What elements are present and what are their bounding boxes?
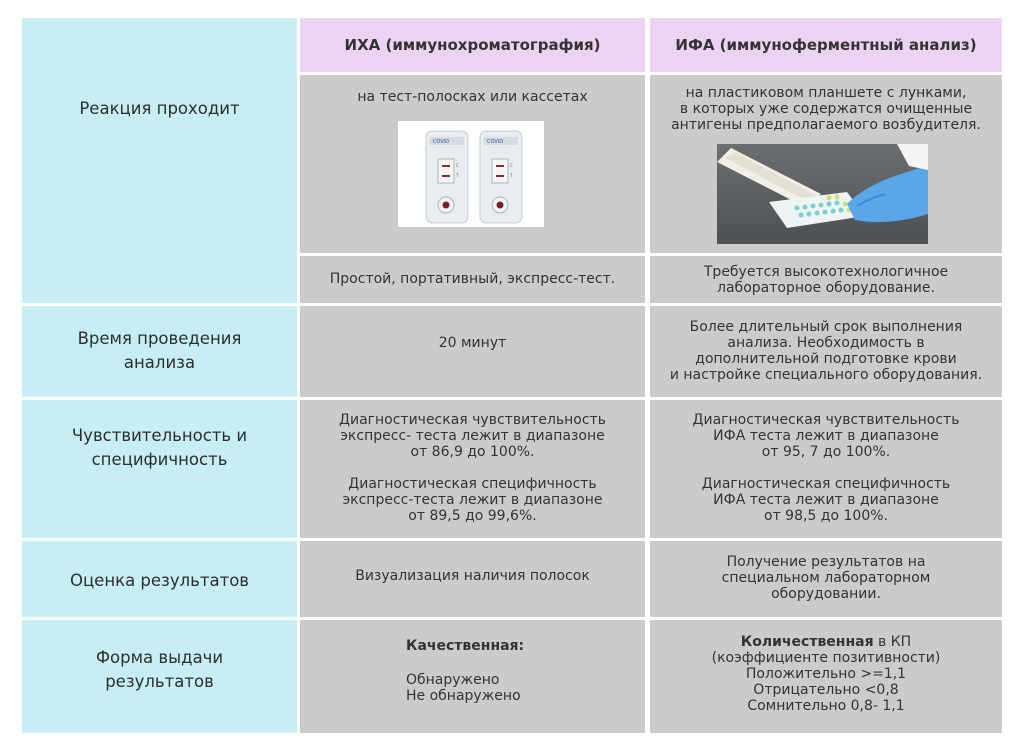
form-ifa-bold: Количественная	[740, 634, 874, 650]
time-iha-text: 20 минут	[438, 335, 507, 351]
sensitivity-ifa-text: Диагностическая чувствительность ИФА теста лежит в диапазоне от 95, 7 до 100%. Диагностическая специфичность ИФА теста лежит в диапазоне от 98,5 до 100%.	[692, 412, 960, 524]
equipment-ifa-text: Требуется высокотехнологичное лабораторное оборудование.	[703, 264, 949, 296]
header-iha	[300, 18, 645, 72]
label-evaluation-text: Оценка результатов	[69, 571, 250, 590]
svg-text:COVID: COVID	[487, 139, 504, 145]
equipment-iha-cell	[300, 256, 645, 303]
label-form-text: Форма выдачи результатов	[95, 648, 224, 691]
form-iha-cell	[300, 620, 645, 733]
form-iha-lines: Обнаружено Не обнаружено	[406, 672, 521, 704]
equipment-iha-text: Простой, портативный, экспресс-тест.	[329, 271, 616, 287]
label-evaluation	[22, 541, 297, 617]
evaluation-ifa-cell	[650, 541, 1002, 617]
evaluation-ifa-text: Получение результатов на специальном лабораторном оборудовании.	[721, 554, 931, 602]
reaction-iha-text: на тест-полосках или кассетах	[357, 89, 588, 105]
reaction-ifa-text: на пластиковом планшете с лунками, в которых уже содержатся очищенные антигены предполагаемого возбудителя.	[671, 85, 981, 133]
label-time	[22, 306, 297, 397]
form-iha-bold: Качественная:	[406, 638, 525, 654]
svg-text:COVID: COVID	[433, 139, 450, 145]
label-time-text: Время проведения анализа	[77, 329, 242, 372]
sensitivity-ifa-cell	[650, 400, 1002, 538]
reaction-iha-cell	[300, 75, 645, 253]
time-iha-cell	[300, 306, 645, 397]
test-cassettes-image	[398, 121, 544, 227]
label-reaction-text: Реакция проходит	[79, 99, 240, 118]
label-reaction	[22, 18, 297, 303]
equipment-ifa-cell	[650, 256, 1002, 303]
time-ifa-cell	[650, 306, 1002, 397]
svg-text:C: C	[456, 163, 459, 168]
form-ifa-cell	[650, 620, 1002, 733]
form-ifa-rest: в КП	[873, 634, 912, 650]
form-ifa-lines: (коэффициенте позитивности) Положительно >=1,1 Отрицательно <0,8 Сомнительно 0,8- 1,1	[711, 650, 941, 714]
reaction-ifa-cell	[650, 75, 1002, 253]
header-ifa-text: ИФА (иммуноферментный анализ)	[675, 36, 977, 54]
header-ifa	[650, 18, 1002, 72]
header-iha-text: ИХА (иммунохроматография)	[344, 36, 601, 54]
elisa-plate-image	[717, 144, 928, 244]
sensitivity-iha-text: Диагностическая чувствительность экспресс- теста лежит в диапазоне от 86,9 до 100%. Диагностическая специфичность экспресс-теста лежит в диапазоне от 89,5 до 99,6%.	[339, 412, 606, 524]
label-sensitivity-text: Чувствительность и специфичность	[71, 426, 248, 469]
label-sensitivity	[22, 400, 297, 538]
time-ifa-text: Более длительный срок выполнения анализа. Необходимость в дополнительной подготовке крови и настройке специального оборудования.	[669, 319, 983, 383]
label-form	[22, 620, 297, 733]
svg-text:T: T	[510, 173, 513, 178]
evaluation-iha-cell	[300, 541, 645, 617]
sensitivity-iha-cell	[300, 400, 645, 538]
evaluation-iha-text: Визуализация наличия полосок	[355, 568, 590, 584]
svg-text:C: C	[510, 163, 513, 168]
svg-text:T: T	[456, 173, 459, 178]
